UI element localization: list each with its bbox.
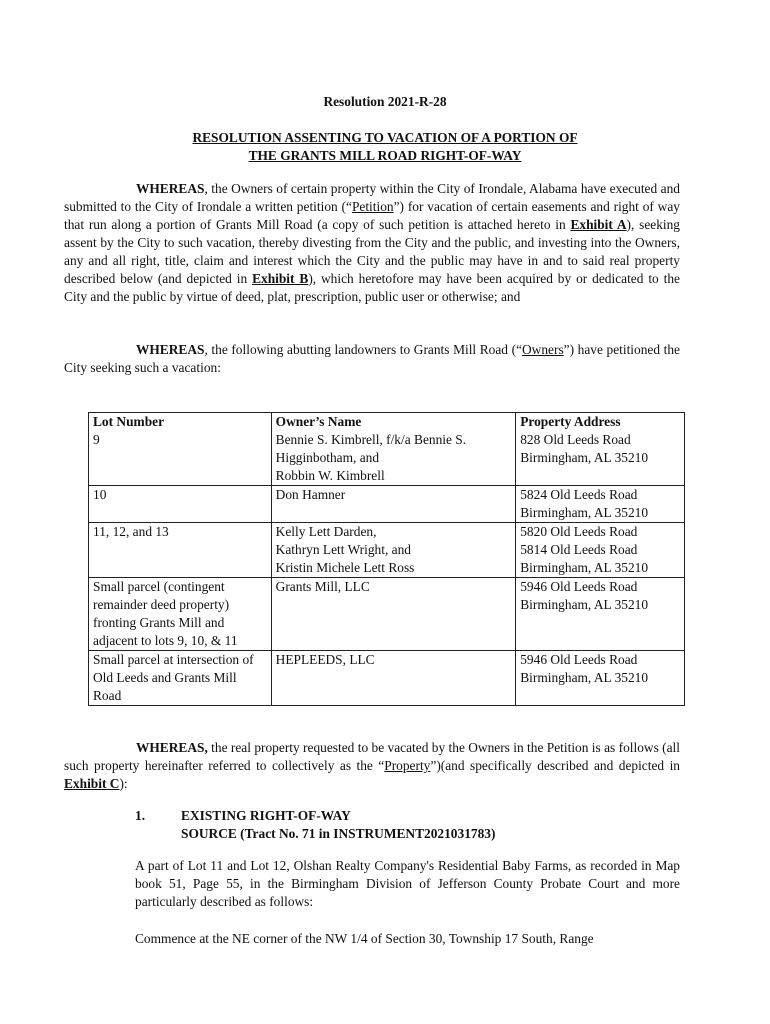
address-cell: 828 Old Leeds Road Birmingham, AL 35210	[516, 431, 685, 486]
address-cell: 5946 Old Leeds Road Birmingham, AL 35210	[516, 578, 685, 651]
table-row	[89, 486, 685, 523]
whereas-lead: WHEREAS	[136, 342, 205, 357]
table-row	[89, 431, 685, 486]
lot-cell: 9	[89, 431, 272, 486]
section-heading: EXISTING RIGHT-OF-WAY SOURCE (Tract No. 71 in INSTRUMENT2021031783)	[181, 808, 496, 841]
address-cell: 5824 Old Leeds Road Birmingham, AL 35210	[516, 486, 685, 523]
lot-cell: 11, 12, and 13	[89, 523, 272, 578]
whereas-lead: WHEREAS,	[136, 740, 208, 755]
exhibit-b-ref: Exhibit B	[252, 271, 309, 286]
owner-cell: HEPLEEDS, LLC	[271, 651, 516, 706]
owner-cell: Kelly Lett Darden, Kathryn Lett Wright, and Kristin Michele Lett Ross	[271, 523, 516, 578]
address-cell: 5820 Old Leeds Road 5814 Old Leeds Road Birmingham, AL 35210	[516, 523, 685, 578]
lot-cell: 10	[89, 486, 272, 523]
owner-cell: Bennie S. Kimbrell, f/k/a Bennie S. Higginbotham, and Robbin W. Kimbrell	[271, 431, 516, 486]
whereas-paragraph-3: WHEREAS, the real property requested to be vacated by the Owners in the Petition is as follows (all such property hereinafter referred to collectively as the “Property”)(and specifically described and depicted in Exhibit C):	[64, 740, 680, 791]
owners-term: Owners	[522, 342, 564, 357]
whereas-lead: WHEREAS	[136, 181, 205, 196]
table-row	[89, 578, 685, 651]
whereas-paragraph-2: WHEREAS, the following abutting landowners to Grants Mill Road (“Owners”) have petitioned the City seeking such a vacation:	[64, 342, 681, 375]
table-header-row	[89, 413, 685, 432]
petition-term: Petition	[351, 199, 394, 214]
header-lot-number: Lot Number	[89, 413, 272, 432]
property-term: Property	[384, 758, 431, 773]
resolution-title	[80, 129, 690, 165]
title-line-2: THE GRANTS MILL ROAD RIGHT-OF-WAY	[248, 148, 522, 163]
owners-table	[88, 412, 685, 706]
section-number: 1.	[135, 808, 146, 823]
lot-cell: Small parcel at intersection of Old Leeds and Grants Mill Road	[89, 651, 272, 706]
legal-description-paragraph: A part of Lot 11 and Lot 12, Olshan Realty Company's Residential Baby Farms, as recorded in Map book 51, Page 55, in the Birmingham Division of Jefferson County Probate Court and more particularly described as follows:	[135, 858, 680, 909]
whereas-paragraph-1: WHEREAS, the Owners of certain property within the City of Irondale, Alabama have executed and submitted to the City of Irondale a written petition (“Petition”) for vacation of certain easements and right of way that run along a portion of Grants Mill Road (a copy of such petition is attached hereto in Exhibit A), seeking assent by the City to such vacation, thereby divesting from the City and the public, and investing into the Owners, any and all right, title, claim and interest which the City and the public may have in and to said real property described below (and depicted in Exhibit B), which heretofore may have been acquired by or dedicated to the City and the public by virtue of deed, plat, prescription, public user or otherwise; and	[64, 181, 681, 304]
header-owner-name: Owner’s Name	[271, 413, 516, 432]
header-property-address: Property Address	[516, 413, 685, 432]
address-cell: 5946 Old Leeds Road Birmingham, AL 35210	[516, 651, 685, 706]
exhibit-a-ref: Exhibit A	[570, 217, 627, 232]
owner-cell: Don Hamner	[271, 486, 516, 523]
table-row	[89, 523, 685, 578]
resolution-number: Resolution 2021-R-28	[323, 94, 447, 109]
legal-description-paragraph-2: Commence at the NE corner of the NW 1/4 of Section 30, Township 17 South, Range	[135, 931, 594, 946]
title-line-1: RESOLUTION ASSENTING TO VACATION OF A PORTION OF	[192, 130, 578, 145]
lot-cell: Small parcel (contingent remainder deed property) fronting Grants Mill and adjacent to lots 9, 10, & 11	[89, 578, 272, 651]
exhibit-c-ref: Exhibit C	[64, 776, 120, 791]
owner-cell: Grants Mill, LLC	[271, 578, 516, 651]
table-row	[89, 651, 685, 706]
